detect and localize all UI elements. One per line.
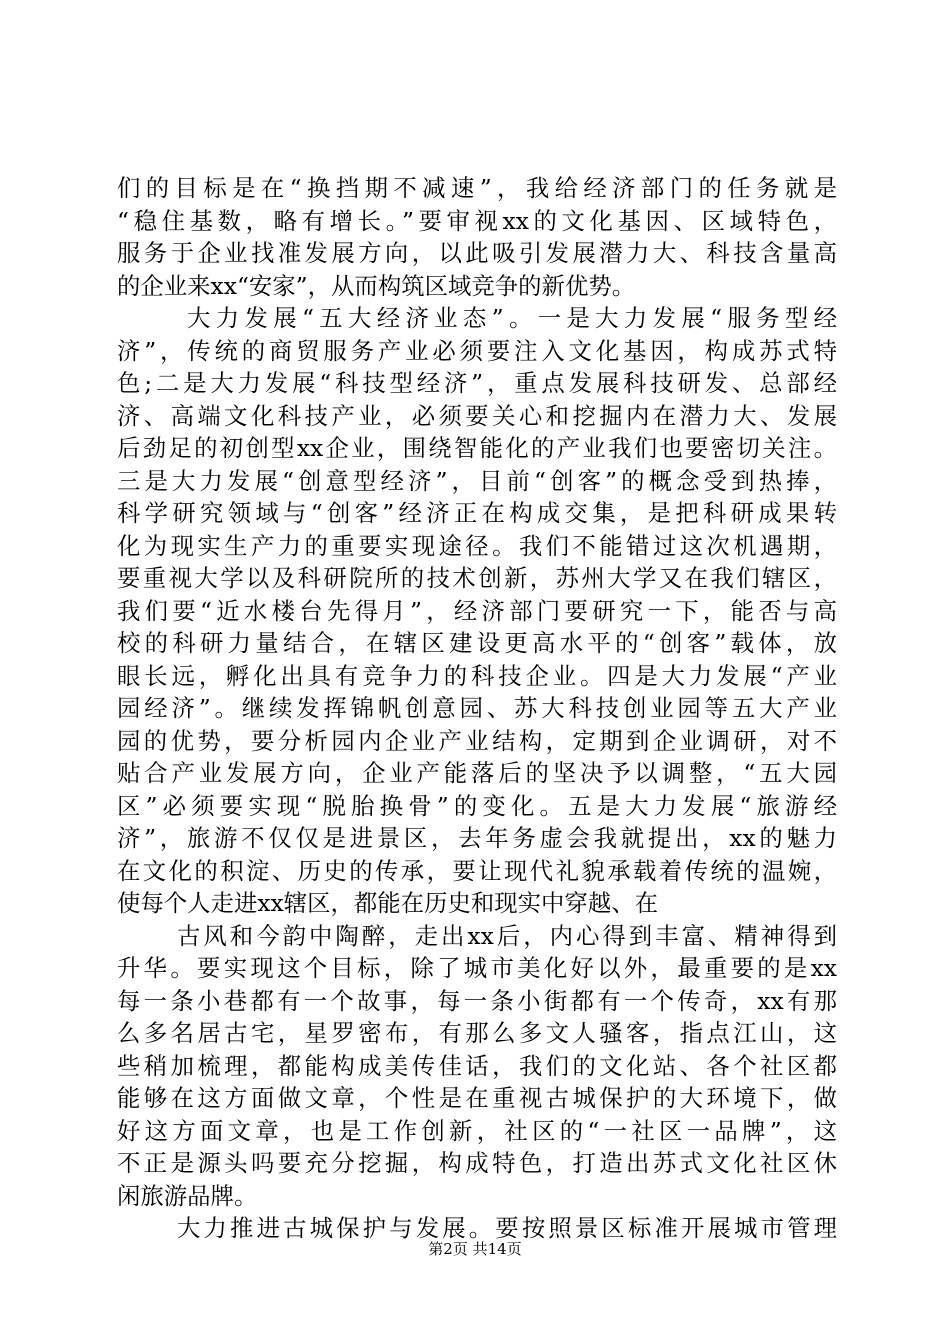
paragraph-start-line: 古风和今韵中陶醉，走出xx后，内心得到丰富、精神得到: [177, 921, 837, 950]
text-line: 服务于企业找准发展方向，以此吸引发展潜力大、科技含量高: [117, 239, 837, 267]
text-line: 要重视大学以及科研院所的技术创新，苏州大学又在我们辖区，: [117, 564, 837, 592]
text-line: 园经济”。继续发挥锦帆创意园、苏大科技创业园等五大产业: [117, 694, 837, 722]
text-line: 济、高端文化科技产业，必须要关心和挖掘内在潜力大、发展: [117, 401, 837, 430]
text-line: 不正是源头吗要充分挖掘，构成特色，打造出苏式文化社区休: [117, 1149, 837, 1177]
text-line: 眼长远，孵化出具有竞争力的科技企业。四是大力发展“产业: [117, 661, 837, 690]
text-line: 闲旅游品牌。: [117, 1181, 258, 1210]
paragraph-start-line: 大力推进古城保护与发展。要按照景区标准开展城市管理: [177, 1214, 837, 1242]
text-line: 在文化的积淀、历史的传承，要让现代礼貌承载着传统的温婉，: [117, 856, 837, 885]
text-line: 化为现实生产力的重要实现途径。我们不能错过这次机遇期，: [117, 531, 837, 560]
paragraph-start-line: 大力发展“五大经济业态”。一是大力发展“服务型经: [187, 304, 837, 332]
text-line: 科学研究领域与“创客”经济正在构成交集，是把科研成果转: [117, 499, 837, 527]
text-line: 贴合产业发展方向，企业产能落后的坚决予以调整，“五大园: [117, 759, 837, 787]
text-line: 能够在这方面做文章，个性是在重视古城保护的大环境下，做: [117, 1084, 837, 1112]
text-line: “稳住基数，略有增长。”要审视xx的文化基因、区域特色，: [117, 206, 837, 235]
text-line: 济”，传统的商贸服务产业必须要注入文化基因，构成苏式特: [117, 336, 837, 365]
text-line: 每一条小巷都有一个故事，每一条小街都有一个传奇，xx有那: [117, 986, 837, 1015]
text-line: 么多名居古宅，星罗密布，有那么多文人骚客，指点江山，这: [117, 1019, 837, 1047]
text-line: 后劲足的初创型xx企业，围绕智能化的产业我们也要密切关注。: [117, 434, 837, 462]
page-number-footer: 第2页 共14页: [428, 1240, 522, 1258]
document-body: [117, 172, 837, 1245]
text-line: 们的目标是在“换挡期不减速”，我给经济部门的任务就是: [117, 174, 837, 202]
text-line: 区”必须要实现“脱胎换骨”的变化。五是大力发展“旅游经: [117, 791, 837, 820]
text-line: 的企业来xx“安家”，从而构筑区域竞争的新优势。: [117, 271, 636, 300]
text-line: 些稍加梳理，都能构成美传佳话，我们的文化站、各个社区都: [117, 1051, 837, 1080]
text-line: 升华。要实现这个目标，除了城市美化好以外，最重要的是xx: [117, 954, 837, 982]
text-line: 济”，旅游不仅仅是进景区，去年务虚会我就提出，xx的魅力: [117, 824, 837, 852]
text-line: 好这方面文章，也是工作创新，社区的“一社区一品牌”，这: [117, 1116, 837, 1145]
text-line: 园的优势，要分析园内企业产业结构，定期到企业调研，对不: [117, 726, 837, 755]
text-line: 使每个人走进xx辖区，都能在历史和现实中穿越、在: [117, 889, 658, 917]
text-line: 三是大力发展“创意型经济”，目前“创客”的概念受到热捧，: [117, 466, 837, 495]
text-line: 色;二是大力发展“科技型经济”，重点发展科技研发、总部经: [117, 369, 837, 397]
text-line: 校的科研力量结合，在辖区建设更高水平的“创客”载体，放: [117, 629, 837, 657]
text-line: 我们要“近水楼台先得月”，经济部门要研究一下，能否与高: [117, 596, 837, 625]
